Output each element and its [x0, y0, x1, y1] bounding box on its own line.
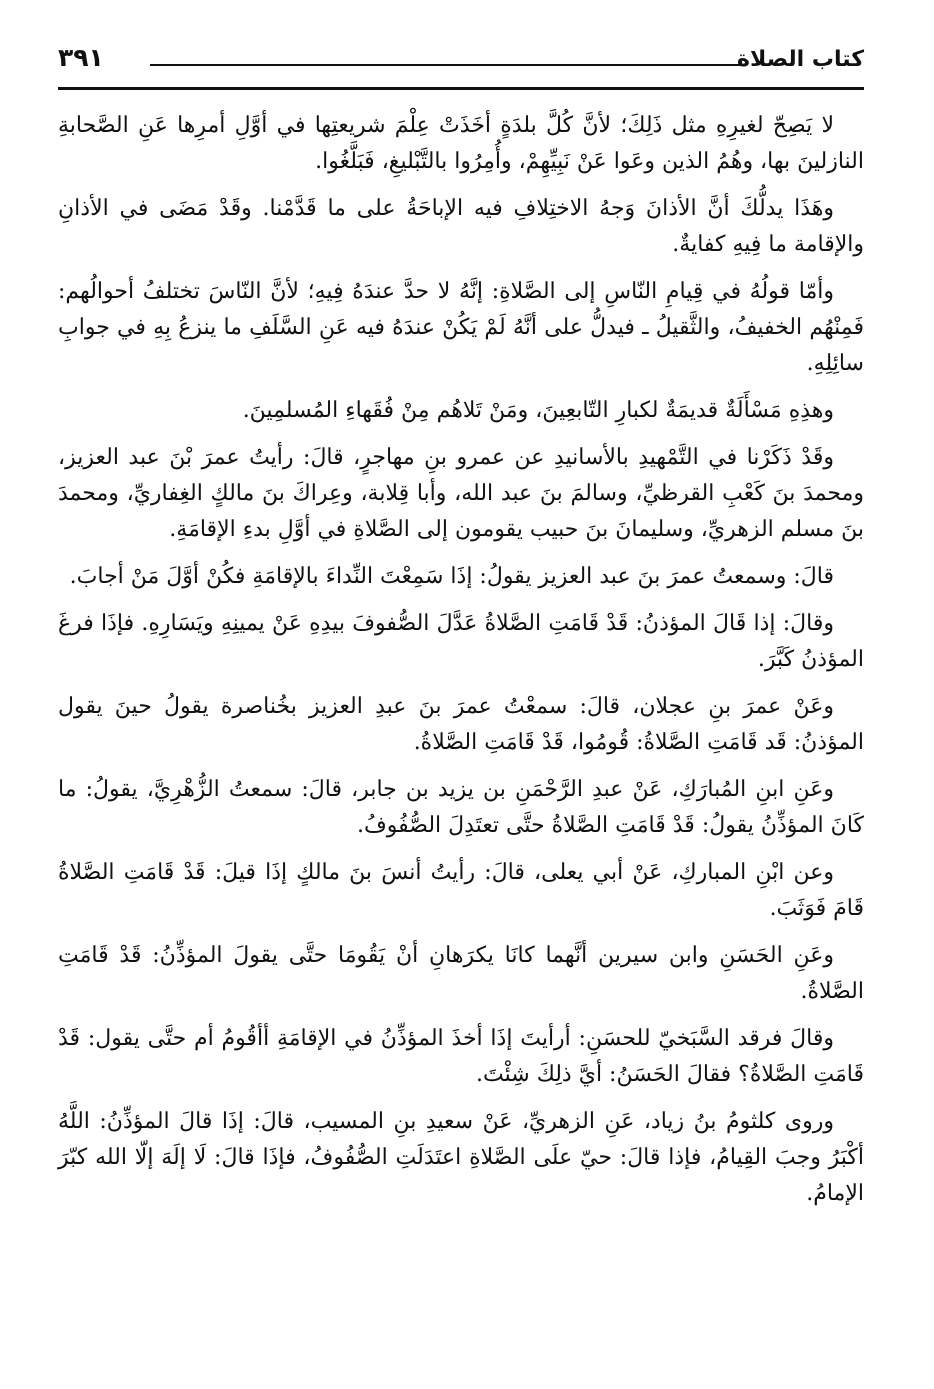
page-header [58, 42, 864, 86]
paragraph: لا يَصِحّ لغيرِهِ مثل ذَلِكَ؛ لأنَّ كُلَّ بلدَةٍ أخَذَتْ عِلْمَ شريعتِها في أوَّلِ أمرِها عَنِ الصَّحابةِ النازلينَ بها، وهُمُ الذين وعَوا عَنْ نَبِيِّهِمْ، وأُمِرُوا بالتَّبْليغِ، فَبَلَّغُوا. [58, 113, 864, 174]
paragraph: وقَدْ ذَكَرْنا في التَّمْهيدِ بالأسانيدِ عن عمرو بنِ مهاجرٍ، قالَ: رأيتُ عمرَ بْنَ عبد العزيز، ومحمدَ بنَ كَعْبِ القرظيِّ، وسالمَ بنَ عبد الله، وأبا قِلابة، وعِراكَ بنَ مالكٍ الغِفاريِّ، ومحمدَ بنَ مسلم الزهريِّ، وسليمانَ بنَ حبيب يقومون إلى الصَّلاةِ في أوَّلِ بدءِ الإقامَةِ. [58, 445, 864, 542]
paragraph: وهَذَا يدلُّكَ أنَّ الأذانَ وَجهُ الاختِلافِ فيه الإباحَةُ على ما قَدَّمْنا. وقَدْ مَضَى في الأذانِ والإقامة ما فِيهِ كفايةٌ. [58, 196, 864, 257]
paragraph: وعن ابْنِ المباركِ، عَنْ أبي يعلى، قالَ: رأيتُ أنسَ بنَ مالكٍ إذَا قيلَ: قَدْ قَامَتِ الصَّلاةُ قَامَ فَوَثَبَ. [58, 860, 864, 921]
paragraph: وهذِهِ مَسْأَلَةٌ قديمَةٌ لكبارِ التّابعِينَ، ومَنْ تَلاهُم مِنْ فُقَهاءِ المُسلمِينَ. [242, 398, 834, 423]
page-body [58, 108, 864, 1223]
header-dash-line [150, 64, 744, 66]
paragraph: وعَنْ عمرَ بنِ عجلان، قالَ: سمعْتُ عمرَ بنَ عبدِ العزيز بخُناصرة يقولُ حينَ يقول المؤذنُ: قَد قَامَتِ الصَّلاةُ: قُومُوا، قَدْ قَامَتِ الصَّلاةُ. [58, 694, 864, 755]
paragraph: وقالَ: إذا قَالَ المؤذنُ: قَدْ قَامَتِ الصَّلاةُ عَدَّلَ الصُّفوفَ بيدِهِ عَنْ يمينِهِ ويَسَارِهِ. فإذَا فرغَ المؤذنُ كَبَّرَ. [58, 611, 864, 672]
paragraph: وأمّا قولُهُ في قِيامِ النّاسِ إلى الصَّلاةِ: إنَّهُ لا حدَّ عندَهُ فِيهِ؛ لأنَّ النّاسَ تختلفُ أحوالُهم: فَمِنْهُم الخفيفُ، والثَّقيلُ ـ فيدلُّ على أنَّهُ لَمْ يَكُنْ عندَهُ فيه عَنِ السَّلَفِ ما ينزعُ بِهِ في جوابِ سائِلِهِ. [58, 279, 864, 376]
header-rule [58, 87, 864, 90]
paragraph: وروى كلثومُ بنُ زياد، عَنِ الزهريِّ، عَنْ سعيدِ بنِ المسيب، قالَ: إذَا قالَ المؤذِّنُ: اللَّهُ أكْبَرُ وجبَ القِيامُ، فإذا قالَ: حيّ علَى الصَّلاةِ اعتَدَلَتِ الصُّفُوفُ، فإذَا قالَ: لَا إلَهَ إلّا الله كبّرَ الإمامُ. [58, 1109, 864, 1206]
paragraph: قالَ: وسمعتُ عمرَ بنَ عبد العزيز يقولُ: إذَا سَمِعْتَ النِّداءَ بالإقامَةِ فكُنْ أوَّلَ مَنْ أجابَ. [69, 564, 834, 589]
page-number: ٣٩١ [58, 43, 104, 72]
paragraph: وعَنِ ابنِ المُبارَكِ، عَنْ عبدِ الرَّحْمَنِ بن يزيد بن جابر، قالَ: سمعتُ الزُّهْرِيَّ، يقولُ: ما كَانَ المؤذِّنُ يقولُ: قَدْ قَامَتِ الصَّلاةُ حتَّى تعتَدِلَ الصُّفُوفُ. [58, 777, 864, 838]
chapter-title: كتاب الصلاة [737, 47, 864, 72]
paragraph: وعَنِ الحَسَنِ وابن سيرين أنَّهما كانَا يكرَهانِ أنْ يَقُومَا حتَّى يقولَ المؤذِّنُ: قَدْ قَامَتِ الصَّلاةُ. [58, 943, 864, 1004]
paragraph: وقالَ فرقد السَّبَخيّ للحسَنِ: أرأيتَ إذَا أخذَ المؤذِّنُ في الإقامَةِ أأقُومُ أم حتَّى يقول: قَدْ قَامَتِ الصَّلاةُ؟ فقالَ الحَسَنُ: أيَّ ذلِكَ شِئْتَ. [58, 1026, 864, 1087]
